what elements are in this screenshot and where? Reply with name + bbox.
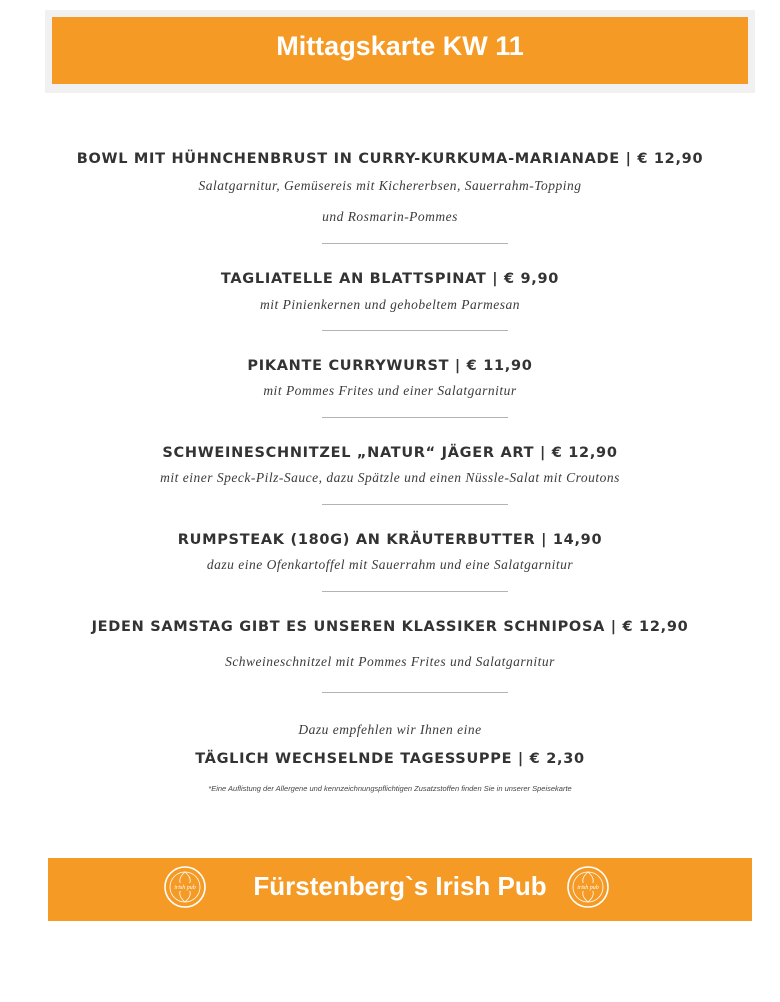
divider — [322, 591, 508, 592]
recommendation-intro: Dazu empfehlen wir Ihnen eine — [298, 722, 482, 737]
dish-description: Salatgarnitur, Gemüsereis mit Kichererbsen, Sauerrahm-Topping — [198, 178, 582, 193]
footer-bar — [48, 858, 752, 921]
dish-description: mit Pinienkernen und gehobeltem Parmesan — [260, 297, 520, 312]
dish-title: BOWL MIT HÜHNCHENBRUST IN CURRY-KURKUMA-MARIANADE | € 12,90 — [76, 151, 704, 167]
svg-text:irish pub: irish pub — [174, 885, 196, 891]
divider — [322, 692, 508, 693]
dish-description: dazu eine Ofenkartoffel mit Sauerrahm und eine Salatgarnitur — [206, 557, 574, 572]
divider — [322, 417, 508, 418]
soup-title: TÄGLICH WECHSELNDE TAGESSUPPE | € 2,30 — [195, 751, 585, 767]
header-bar — [52, 17, 748, 84]
dish-title: SCHWEINESCHNITZEL „NATUR“ JÄGER ART | € 12,90 — [162, 445, 618, 461]
divider — [322, 504, 508, 505]
svg-text:irish pub: irish pub — [577, 885, 599, 891]
pub-logo-icon — [565, 864, 611, 910]
page-title: Mittagskarte KW 11 — [276, 30, 524, 61]
dish-description: mit Pommes Frites und einer Salatgarnitur — [263, 383, 517, 398]
pub-logo-icon — [162, 864, 208, 910]
dish-title: PIKANTE CURRYWURST | € 11,90 — [247, 358, 533, 374]
dish-title: TAGLIATELLE AN BLATTSPINAT | € 9,90 — [220, 271, 560, 287]
dish-description: mit einer Speck-Pilz-Sauce, dazu Spätzle und einen Nüssle-Salat mit Croutons — [160, 470, 620, 485]
footer-title: Fürstenberg`s Irish Pub — [253, 870, 547, 901]
divider — [322, 330, 508, 331]
dish-title: JEDEN SAMSTAG GIBT ES UNSEREN KLASSIKER SCHNIPOSA | € 12,90 — [91, 619, 689, 635]
dish-description: Schweineschnitzel mit Pommes Frites und Salatgarnitur — [225, 654, 555, 669]
divider — [322, 243, 508, 244]
dish-description: und Rosmarin-Pommes — [322, 209, 458, 224]
allergen-note: *Eine Auflistung der Allergene und kennzeichnungspflichtigen Zusatzstoffen finden Sie in unserer Speisekarte — [208, 784, 572, 793]
dish-title: RUMPSTEAK (180G) AN KRÄUTERBUTTER | 14,90 — [177, 532, 603, 548]
